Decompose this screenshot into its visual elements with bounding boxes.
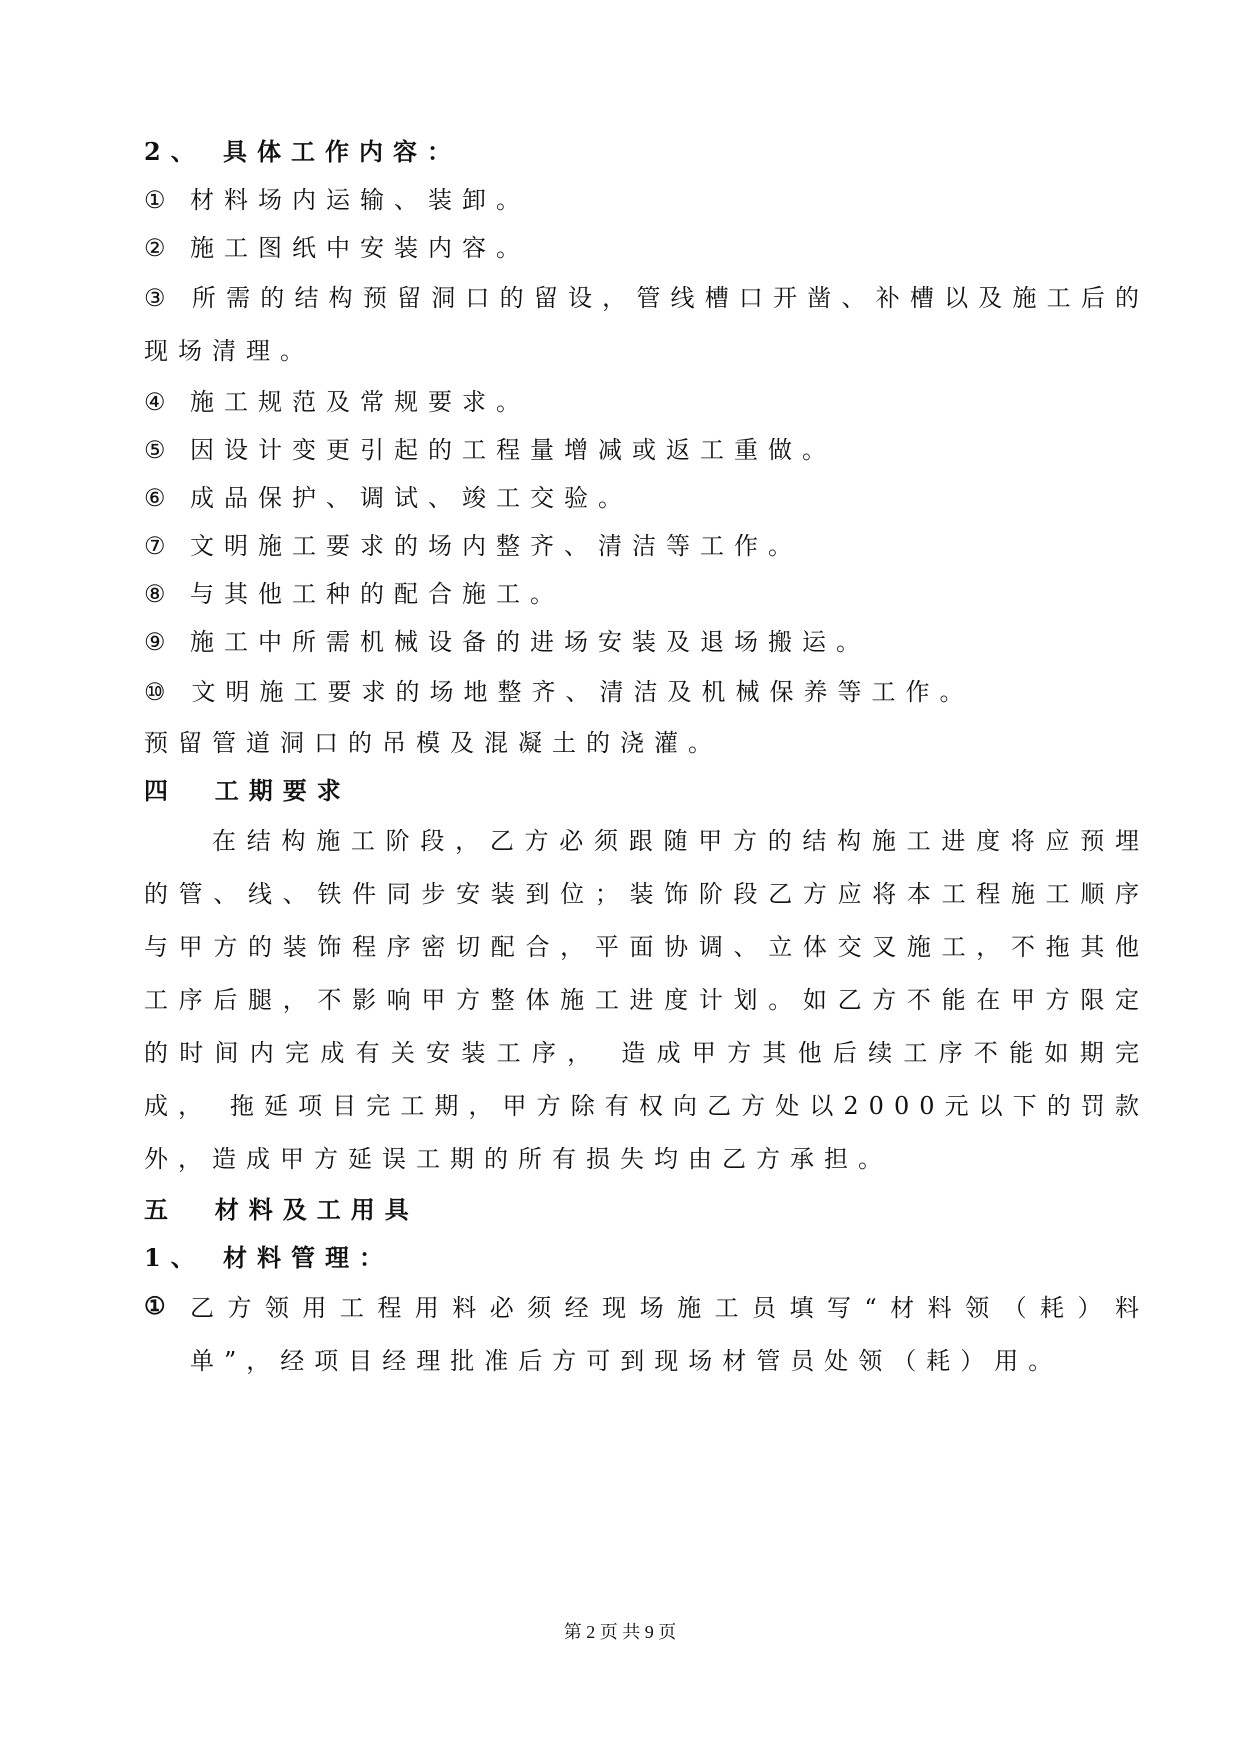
item-text: 施工中所需机械设备的进场安装及退场搬运。 — [190, 628, 870, 656]
item-text: 材料场内运输、装卸。 — [190, 186, 530, 214]
item-number: ⑧ — [144, 580, 176, 608]
item-number: ⑩ — [144, 678, 176, 706]
list-item — [144, 426, 1149, 474]
item-text: 乙方领用工程用料必须经现场施工员填写“材料领（耗）料单”，经项目经理批准后方可到现场材管员处领（耗）用。 — [190, 1294, 1149, 1375]
list-item — [144, 618, 1149, 666]
item-text: 文明施工要求的场地整齐、清洁及机械保养等工作。 — [191, 678, 974, 706]
item-text: 施工图纸中安装内容。 — [190, 234, 530, 262]
item-number: ① — [144, 1291, 176, 1320]
list-item — [144, 1282, 1149, 1388]
item-number: ⑥ — [144, 484, 176, 512]
list-item — [144, 570, 1149, 618]
item-text: 施工规范及常规要求。 — [190, 388, 530, 416]
section-5-sub-heading: 1、 材料管理： — [144, 1243, 394, 1272]
list-item — [144, 522, 1149, 570]
list-item — [144, 224, 1149, 272]
item-text: 因设计变更引起的工程量增减或返工重做。 — [190, 436, 836, 464]
list-item — [144, 378, 1149, 426]
section-2-heading: 2、 具体工作内容： — [144, 137, 462, 166]
item-number: ④ — [144, 388, 176, 416]
list-item — [144, 474, 1149, 522]
item-text: 文明施工要求的场内整齐、清洁等工作。 — [190, 532, 802, 560]
section-5-heading: 五 材料及工用具 — [144, 1195, 419, 1224]
document-body — [144, 128, 1149, 1388]
list-item — [144, 176, 1149, 224]
extra-note: 预留管道洞口的吊模及混凝土的浇灌。 — [144, 729, 722, 757]
item-text: 与其他工种的配合施工。 — [190, 580, 564, 608]
item-number: ② — [144, 234, 176, 262]
item-text: 成品保护、调试、竣工交验。 — [190, 484, 632, 512]
item-number: ③ — [144, 284, 176, 312]
list-item-wrapping — [144, 666, 1149, 719]
item-number: ⑤ — [144, 436, 176, 464]
item-number: ⑨ — [144, 628, 176, 656]
item-text: 所需的结构预留洞口的留设，管线槽口开凿、补槽以及施工后的现场清理。 — [144, 284, 1150, 365]
item-number: ① — [144, 186, 176, 214]
list-item-wrapping — [144, 272, 1149, 378]
section-4-paragraph: 在结构施工阶段，乙方必须跟随甲方的结构施工进度将应预埋的管、线、铁件同步安装到位；装饰阶段乙方应将本工程施工顺序与甲方的装饰程序密切配合，平面协调、立体交叉施工，不拖其他工序后腿，不影响甲方整体施工进度计划。如乙方不能在甲方限定的时间内完成有关安装工序， 造成甲方其他后续工序不能如期完成， 拖延项目完工期，甲方除有权向乙方处以2000元以下的罚款外，造成甲方延误工期的所有损失均由乙方承担。 — [144, 827, 1149, 1173]
item-number: ⑦ — [144, 532, 176, 560]
section-4-heading: 四 工期要求 — [144, 776, 351, 805]
page-footer: 第 2 页 共 9 页 — [563, 1622, 677, 1642]
